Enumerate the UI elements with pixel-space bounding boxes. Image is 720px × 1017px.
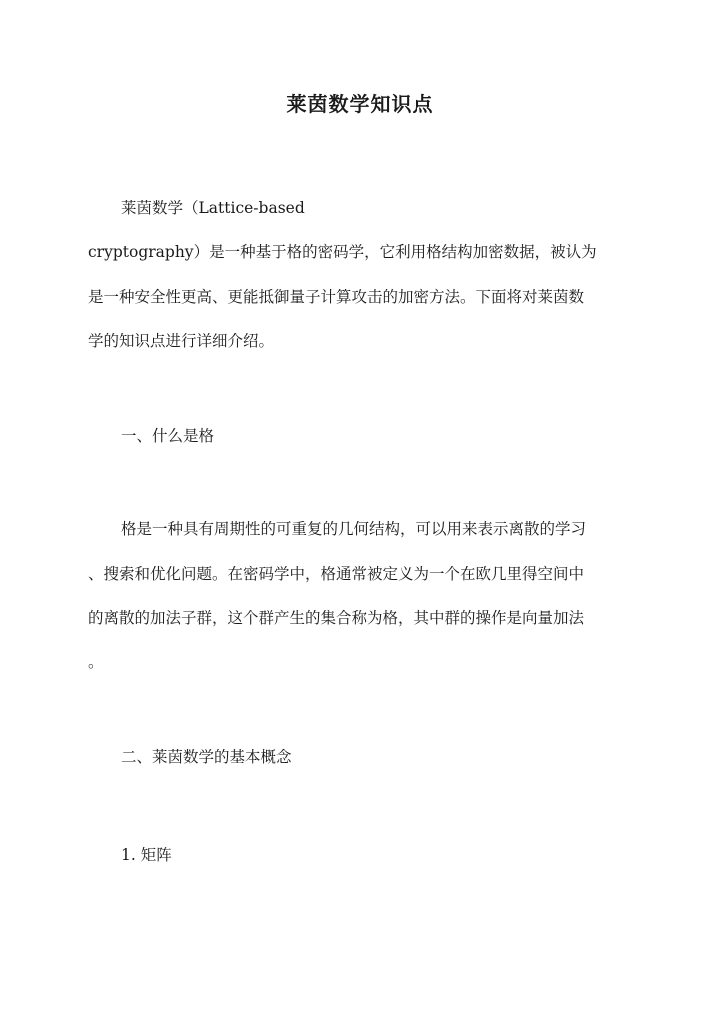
section-1-line-4: 。 [88, 653, 104, 671]
intro-line-1: 莱茵数学（Lattice-based [121, 199, 305, 217]
section-2-subheading-1: 1. 矩阵 [121, 846, 172, 864]
intro-line-3: 是一种安全性更高、更能抵御量子计算攻击的加密方法。下面将对莱茵数 [88, 288, 585, 306]
intro-line-2: cryptography）是一种基于格的密码学，它利用格结构加密数据，被认为 [88, 243, 597, 261]
section-2-heading: 二、莱茵数学的基本概念 [121, 748, 292, 766]
section-1-line-1: 格是一种具有周期性的可重复的几何结构，可以用来表示离散的学习 [121, 520, 587, 538]
document-title: 莱茵数学知识点 [286, 92, 434, 116]
section-1-line-2: 、搜索和优化问题。在密码学中，格通常被定义为一个在欧几里得空间中 [88, 565, 585, 583]
intro-line-4: 学的知识点进行详细介绍。 [88, 332, 275, 350]
section-1-heading: 一、什么是格 [121, 427, 215, 445]
section-1-line-3: 的离散的加法子群，这个群产生的集合称为格，其中群的操作是向量加法 [88, 609, 585, 627]
